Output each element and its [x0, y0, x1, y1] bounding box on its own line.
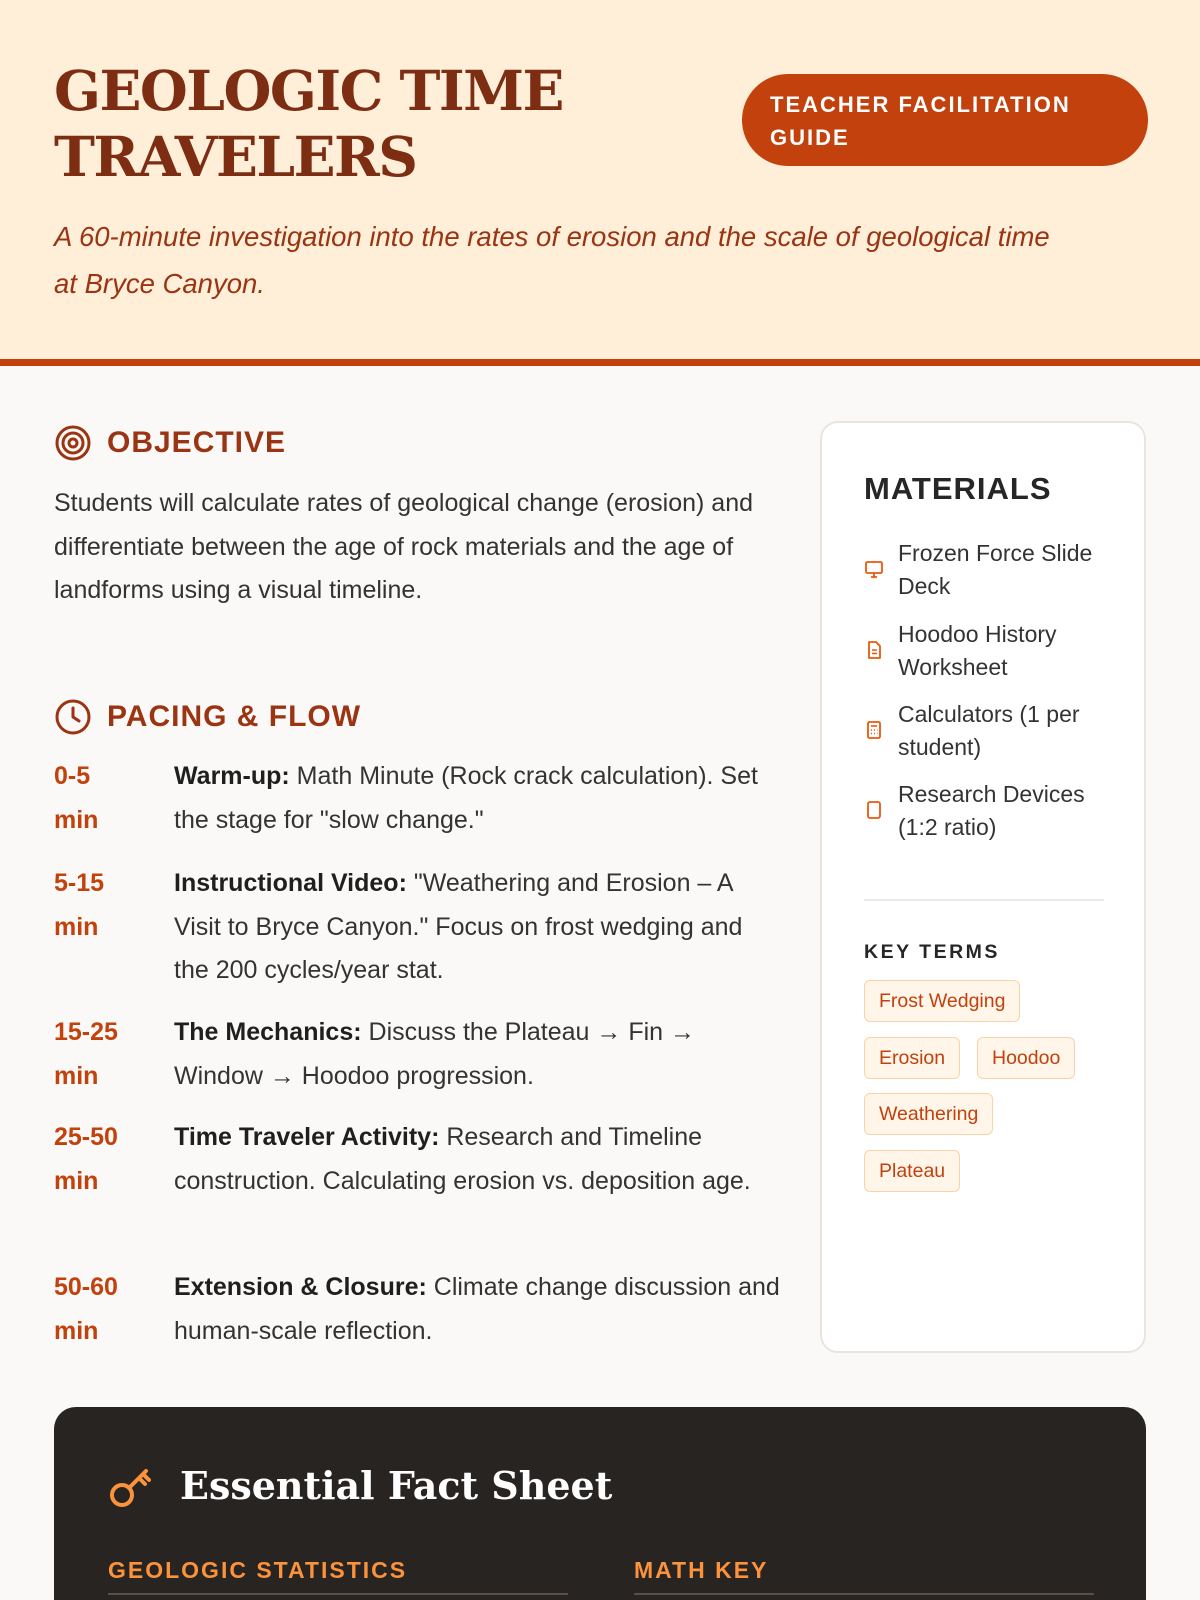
key-term-tag: Weathering — [864, 1093, 993, 1135]
card-divider — [864, 899, 1104, 901]
materials-card — [820, 421, 1146, 1353]
pacing-label: PACING & FLOW — [107, 700, 362, 733]
material-label: Frozen Force Slide Deck — [898, 540, 1093, 599]
key-term-tag: Plateau — [864, 1150, 960, 1192]
objective-label: OBJECTIVE — [107, 426, 287, 459]
title-line-1: GEOLOGIC TIME — [54, 58, 563, 123]
pacing-time: 50-60 min — [54, 1273, 118, 1345]
key-terms-heading: KEY TERMS — [864, 941, 1000, 963]
column-divider — [108, 1593, 568, 1595]
guide-badge — [742, 74, 1148, 166]
clock-icon — [54, 698, 92, 736]
monitor-icon — [864, 559, 884, 579]
geologic-statistics-heading: GEOLOGIC STATISTICS — [108, 1557, 408, 1583]
pacing-description: Time Traveler Activity: Research and Timeline construction. Calculating erosion vs. deposition age. — [174, 1123, 751, 1195]
material-label: Research Devices (1:2 ratio) — [898, 781, 1085, 840]
pacing-time: 5-15 min — [54, 869, 105, 941]
material-item — [864, 698, 1124, 764]
pacing-heading — [54, 698, 361, 736]
page-title — [54, 58, 654, 190]
title-line-2: TRAVELERS — [54, 124, 417, 189]
column-divider — [634, 1593, 1094, 1595]
subtitle: A 60-minute investigation into the rates of erosion and the scale of geological time at Bryce Canyon. — [54, 221, 1050, 299]
fact-sheet-panel — [54, 1407, 1146, 1600]
target-icon — [54, 424, 92, 462]
pacing-description: The Mechanics: Discuss the Plateau → Fin → Window → Hoodoo progression. — [174, 1018, 696, 1090]
material-item — [864, 537, 1124, 603]
fact-sheet-title: Essential Fact Sheet — [180, 1463, 613, 1508]
pacing-time: 15-25 min — [54, 1018, 118, 1090]
badge-line-1: TEACHER FACILITATION — [770, 92, 1071, 117]
key-term-tag: Erosion — [864, 1037, 960, 1079]
badge-line-2: GUIDE — [770, 125, 850, 150]
material-item — [864, 618, 1124, 684]
pacing-description: Extension & Closure: Climate change discussion and human-scale reflection. — [174, 1273, 780, 1345]
pacing-time: 25-50 min — [54, 1123, 118, 1195]
material-label: Hoodoo History Worksheet — [898, 621, 1057, 680]
pacing-description: Instructional Video: "Weathering and Erosion – A Visit to Bryce Canyon." Focus on frost wedging and the 200 cycles/year stat. — [174, 869, 743, 984]
pacing-description: Warm-up: Math Minute (Rock crack calculation). Set the stage for "slow change." — [174, 762, 758, 834]
calculator-icon — [864, 720, 884, 740]
header — [0, 0, 1200, 366]
key-icon — [108, 1462, 156, 1510]
pacing-time: 0-5 min — [54, 762, 99, 834]
material-label: Calculators (1 per student) — [898, 701, 1080, 760]
key-term-tag: Frost Wedging — [864, 980, 1020, 1022]
document-icon — [864, 640, 884, 660]
objective-text: Students will calculate rates of geological change (erosion) and differentiate between the age of rock materials and the age of landforms using a visual timeline. — [54, 489, 754, 604]
material-item — [864, 778, 1124, 844]
materials-heading: MATERIALS — [864, 471, 1052, 506]
objective-heading — [54, 424, 286, 462]
math-key-heading: MATH KEY — [634, 1557, 769, 1583]
tablet-icon — [864, 800, 884, 820]
key-term-tag: Hoodoo — [977, 1037, 1075, 1079]
